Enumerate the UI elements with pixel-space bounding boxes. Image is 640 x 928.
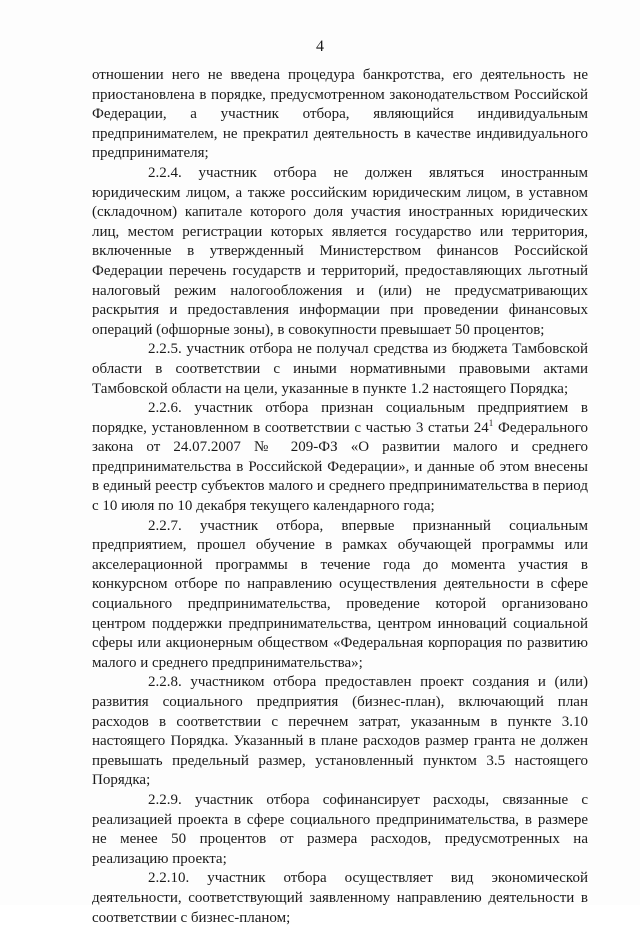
paragraph-2-2-6 bbox=[92, 399, 588, 517]
paragraph-2-2-5: 2.2.5. участник отбора не получал средства из бюджета Тамбовской области в соответствии с иными нормативными правовыми актами Тамбовской области на цели, указанные в пункте 1.2 настоящего Порядка; bbox=[92, 341, 588, 397]
paragraph-2-2-8: 2.2.8. участником отбора предоставлен проект создания и (или) развития социального предприятия (бизнес-план), включающий план расходов в соответствии с перечнем затрат, указанным в пункте 3.10 настоящего Порядка. Указанный в плане расходов размер гранта не должен превышать предельный размер, установленный пунктом 3.5 настоящего Порядка; bbox=[92, 674, 588, 789]
paragraph-continuation: отношении него не введена процедура банкротства, его деятельность не приостановлена в порядке, предусмотренном законодательством Российской Федерации, а участник отбора, являющийся индивидуальным предпринимателем, не прекратил деятельность в качестве индивидуального предпринимателя; bbox=[92, 67, 588, 162]
paragraph-2-2-10: 2.2.10. участник отбора осуществляет вид экономической деятельности, соответствующий заявленному направлению деятельности в соответствии с бизнес-планом; bbox=[92, 870, 588, 926]
article-superscript: 1 bbox=[488, 417, 494, 428]
paragraph-2-2-6-text-before: 2.2.6. участник отбора признан социальным предприятием в порядке, установленном в соответствии с частью 3 статьи 24 bbox=[92, 400, 588, 436]
document-body bbox=[92, 66, 588, 928]
paragraph-2-2-9: 2.2.9. участник отбора софинансирует расходы, связанные с реализацией проекта в сфере социального предпринимательства, в размере не менее 50 процентов от размера расходов, предусмотренных на реализацию проекта; bbox=[92, 791, 588, 867]
paragraph-2-2-4: 2.2.4. участник отбора не должен являться иностранным юридическим лицом, а также российским юридическим лицом, в уставном (складочном) капитале которого доля участия иностранных юридических лиц, местом регистрации которых является государство или территория, включенные в утвержденный Министерством финансов Российской Федерации перечень государств и территорий, предоставляющих льготный налоговый режим налогообложения и (или) не предусматривающих раскрытия и предоставления информации при проведении финансовых операций (офшорные зоны), в совокупности превышает 50 процентов; bbox=[92, 164, 588, 338]
paragraph-2-2-7: 2.2.7. участник отбора, впервые признанный социальным предприятием, прошел обучение в рамках обучающей программы или акселерационной программы в течение года до момента участия в конкурсном отборе по направлению осуществления деятельности в сфере социального предпринимательства, проведение которой организовано центром поддержки предпринимательства, центром инноваций социальной сферы или акционерным обществом «Федеральная корпорация по развитию малого и среднего предпринимательства»; bbox=[92, 517, 588, 671]
page-number: 4 bbox=[316, 38, 324, 55]
paragraph-2-2-6-text-after: Федерального закона от 24.07.2007 № 209-ФЗ «О развитии малого и среднего предпринимательства в Российской Федерации», и данные об этом внесены в единый реестр субъектов малого и среднего предпринимательства в период с 10 июля по 10 декабря текущего календарного года; bbox=[92, 419, 589, 515]
